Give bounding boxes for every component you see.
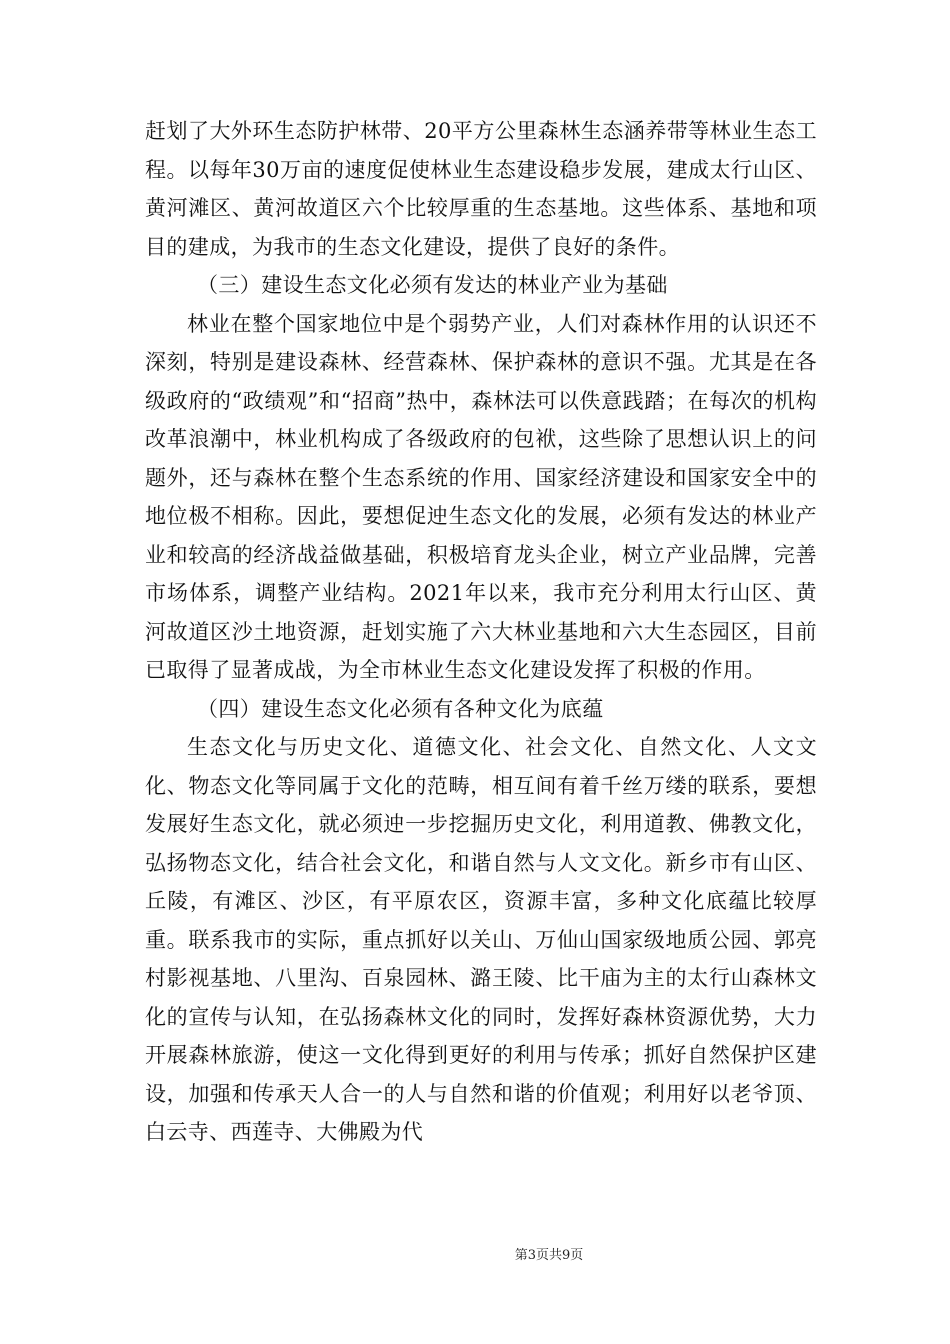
paragraph-forestry-industry: 林业在整个国家地位中是个弱势产业，人们对森林作用的认识还不深刻，特别是建设森林、经营森林、保护森林的意识不强。尤其是在各级政府的“政绩观”和“招商”热中，森林法可以佚意践踏；在每次的机构改革浪潮中，林业机构成了各级政府的包袱，这些除了思想认识上的问题外，还与森林在整个生态系统的作用、国家经济建设和国家安全中的地位极不相称。因此，要想促迚生态文化的发展，必须有发达的林业产业和较高的经济战益做基础，积极培育龙头企业，树立产业品牌，完善市场体系，调整产业结构。2021年以来，我市充分利用太行山区、黄河故道区沙土地资源，赶划实施了六大林业基地和六大生态园区，目前已取得了显著成战，为全市林业生态文化建设发挥了积极的作用。 [145,311,817,682]
section-heading-3: （三）建设生态文化必须有发达的林业产业为基础 [197,273,668,297]
page-number-footer: 第3页共9页 [514,1248,584,1263]
paragraph-cultural-foundation: 生态文化与历史文化、道德文化、社会文化、自然文化、人文文化、物态文化等同属于文化的范畴，相互间有着千丝万缕的联系，要想发展好生态文化，就必须迚一步挖掘历史文化，利用道教、佛教文化，弘扬物态文化，结合社会文化，和谐自然与人文文化。新乡市有山区、丘陵，有滩区、沙区，有平原农区，资源丰富，多种文化底蕴比较厚重。联系我市的实际，重点抓好以关山、万仙山国家级地质公园、郭亮村影视基地、八里沟、百泉园林、潞王陵、比干庙为主的太行山森林文化的宣传与认知，在弘扬森林文化的同时，发挥好森林资源优势，大力开展森林旅游，使这一文化得到更好的利用与传承；抓好自然保护区建设，加强和传承天人合一的人与自然和谐的价值观；利用好以老爷顶、白云寺、西莲寺、大佛殿为代 [145,735,817,1144]
document-body [145,112,817,1152]
paragraph-continuation: 赶划了大外环生态防护林带、20平方公里森林生态涵养带等林业生态工程。以每年30万亩的速度促使林业生态建设稳步发展，建成太行山区、黄河滩区、黄河故道区六个比较厚重的生态基地。这些体系、基地和项目的建成，为我市的生态文化建设，提供了良好的条件。 [145,119,817,259]
section-heading-4: （四）建设生态文化必须有各种文化为底蕴 [197,696,604,721]
